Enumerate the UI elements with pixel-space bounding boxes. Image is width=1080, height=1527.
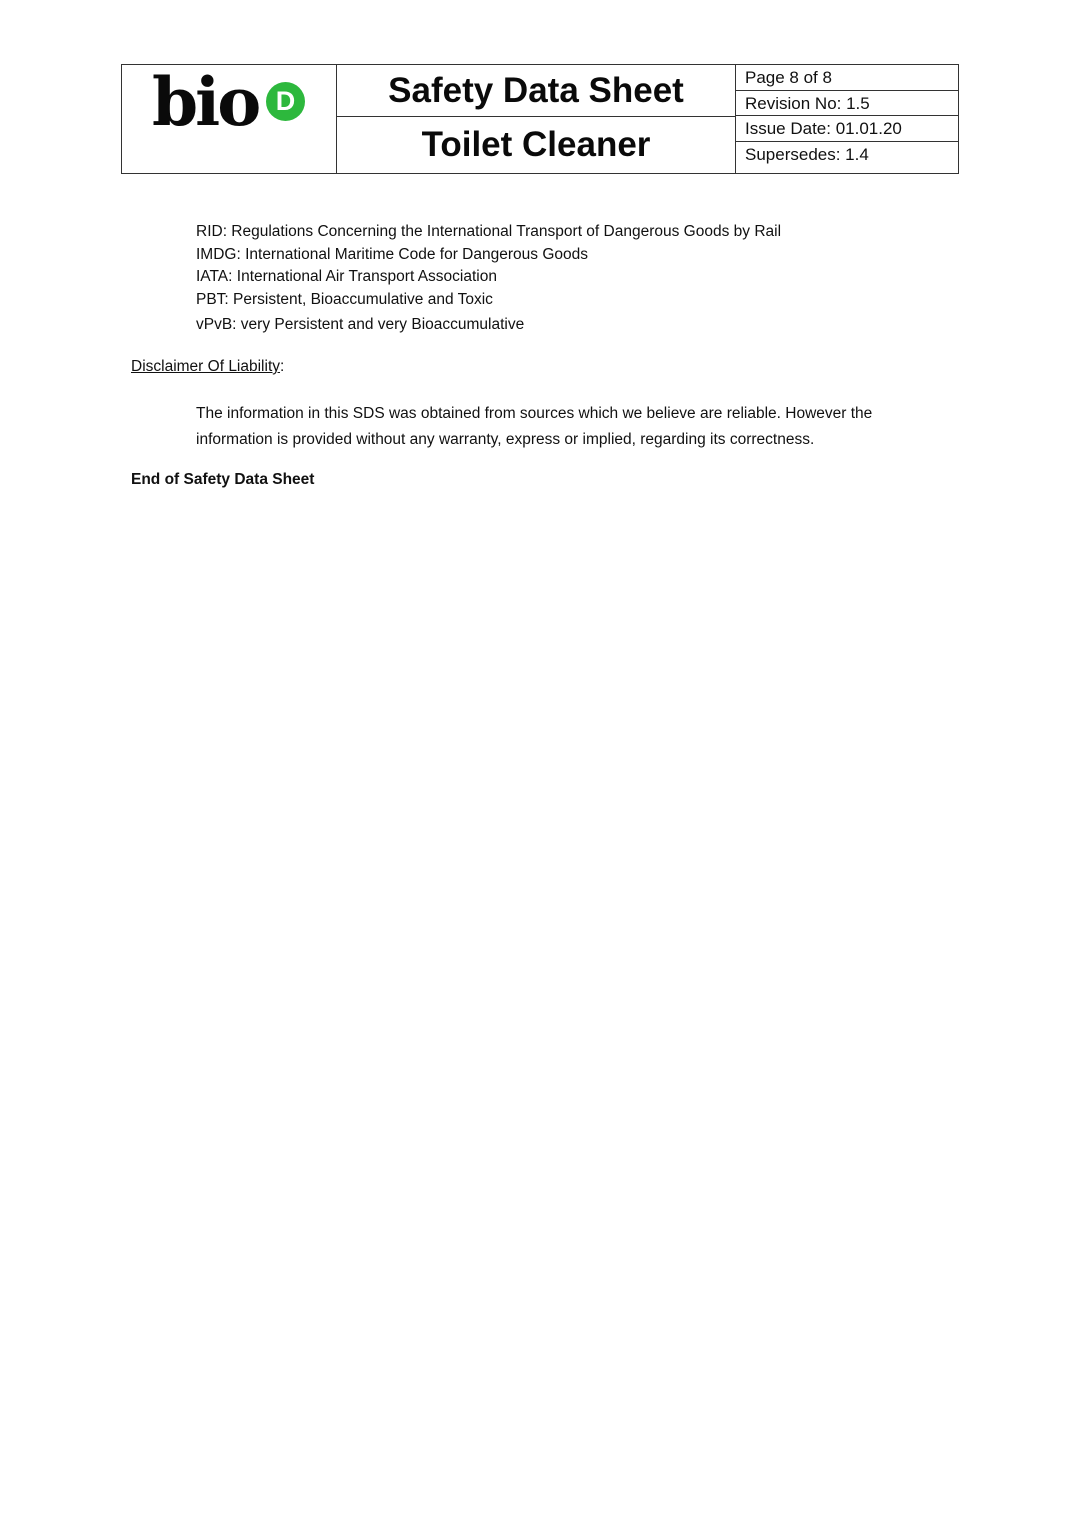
logo-cell — [122, 65, 337, 173]
revision-number: Revision No: 1.5 — [736, 91, 958, 117]
abbreviation-item: RID: Regulations Concerning the International Transport of Dangerous Goods by Rail — [196, 223, 782, 240]
title-cell — [337, 65, 736, 173]
abbreviation-item: vPvB: very Persistent and very Bioaccumulative — [196, 316, 525, 333]
disclaimer-heading — [131, 358, 284, 376]
abbreviations-list — [196, 221, 781, 337]
logo-badge-icon: D — [266, 82, 305, 121]
document-meta — [736, 65, 958, 173]
company-logo-wordmark: bio — [152, 63, 259, 141]
disclaimer-heading-text: Disclaimer Of Liability — [131, 358, 281, 375]
issue-date: Issue Date: 01.01.20 — [736, 116, 958, 142]
end-of-document-label: End of Safety Data Sheet — [131, 471, 315, 488]
supersedes: Supersedes: 1.4 — [745, 144, 869, 164]
disclaimer-heading-colon: : — [280, 358, 285, 375]
disclaimer-text: The information in this SDS was obtained from sources which we believe are reliable. However the information is provided without any warranty, express or implied, regarding its correctness. — [196, 405, 873, 448]
abbreviation-item: PBT: Persistent, Bioaccumulative and Toxic — [196, 290, 493, 308]
page-number: Page 8 of 8 — [736, 65, 958, 91]
document-title: Safety Data Sheet — [337, 65, 735, 117]
product-name: Toilet Cleaner — [421, 125, 651, 164]
document-header — [121, 64, 959, 174]
abbreviation-item: IATA: International Air Transport Association — [196, 268, 497, 285]
abbreviation-item: IMDG: International Maritime Code for Dangerous Goods — [196, 245, 588, 263]
